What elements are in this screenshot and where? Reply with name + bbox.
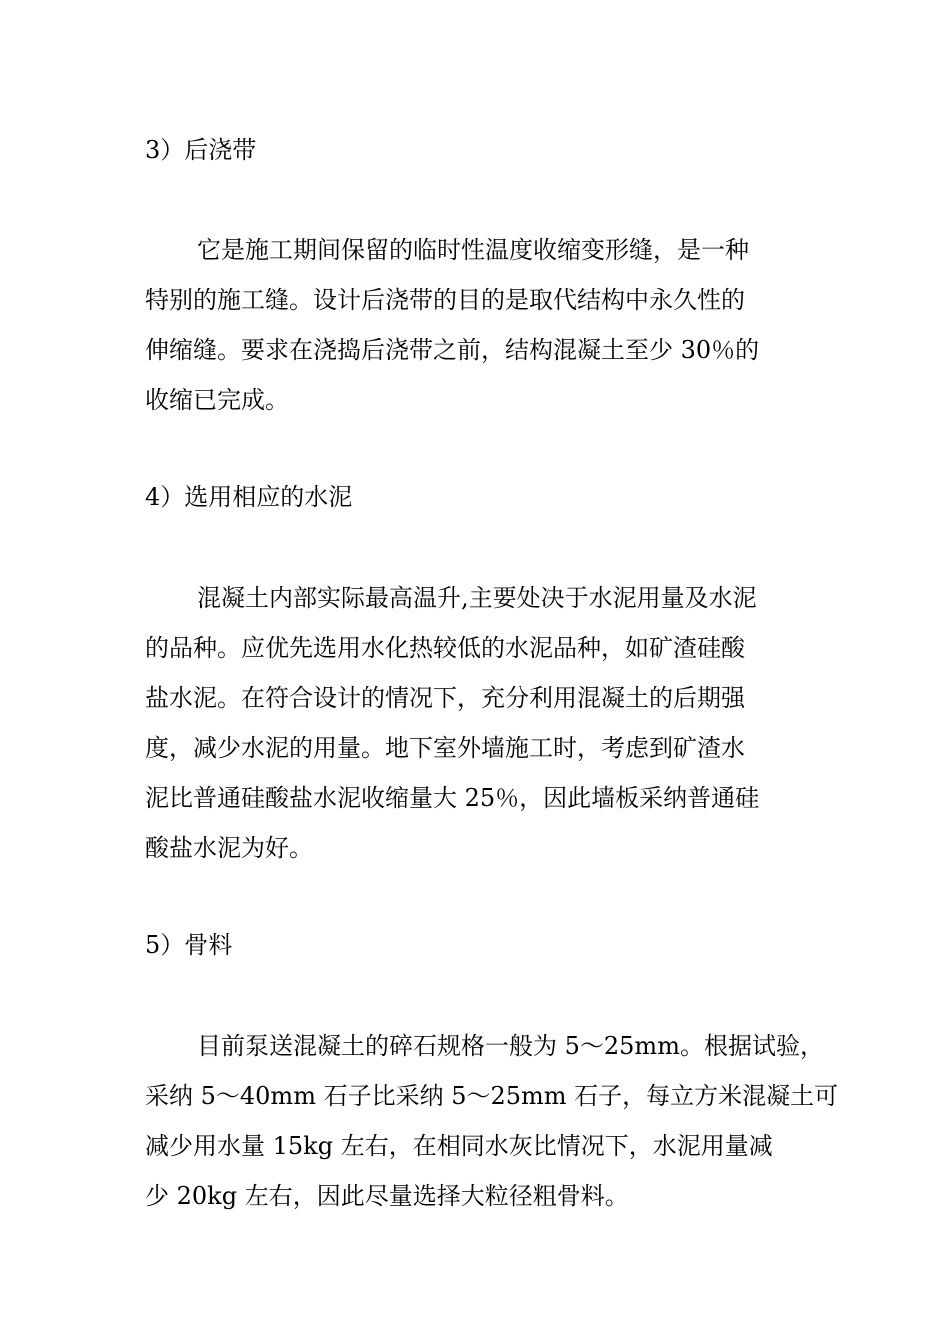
paragraph-line: 混凝土内部实际最高温升,主要处决于水泥用量及水泥 bbox=[197, 584, 757, 612]
paragraph-line: 减少用水量 15kg 左右，在相同水灰比情况下，水泥用量减 bbox=[145, 1132, 773, 1160]
paragraph-line: 酸盐水泥为好。 bbox=[145, 834, 313, 862]
paragraph-post-pour-strip bbox=[145, 225, 805, 425]
paragraph-cement bbox=[145, 573, 805, 873]
section-heading-post-pour-strip: 3）后浇带 bbox=[145, 136, 257, 164]
paragraph-line: 盐水泥。在符合设计的情况下，充分利用混凝土的后期强 bbox=[145, 684, 745, 712]
paragraph-line: 采纳 5～40mm 石子比采纳 5～25mm 石子，每立方米混凝土可 bbox=[145, 1082, 839, 1110]
paragraph-line: 泥比普通硅酸盐水泥收缩量大 25％，因此墙板采纳普通硅 bbox=[145, 784, 760, 812]
paragraph-aggregate bbox=[145, 1021, 839, 1221]
section-heading-cement: 4）选用相应的水泥 bbox=[145, 483, 353, 511]
paragraph-line: 目前泵送混凝土的碎石规格一般为 5～25mm。根据试验， bbox=[197, 1032, 824, 1060]
paragraph-line: 的品种。应优先选用水化热较低的水泥品种，如矿渣硅酸 bbox=[145, 634, 745, 662]
paragraph-line: 特别的施工缝。设计后浇带的目的是取代结构中永久性的 bbox=[145, 286, 745, 314]
paragraph-line: 伸缩缝。要求在浇捣后浇带之前，结构混凝土至少 30％的 bbox=[145, 336, 760, 364]
paragraph-line: 它是施工期间保留的临时性温度收缩变形缝，是一种 bbox=[197, 236, 749, 264]
paragraph-line: 收缩已完成。 bbox=[145, 386, 289, 414]
paragraph-line: 少 20kg 左右，因此尽量选择大粒径粗骨料。 bbox=[145, 1182, 629, 1210]
paragraph-line: 度，减少水泥的用量。地下室外墙施工时，考虑到矿渣水 bbox=[145, 734, 745, 762]
section-heading-aggregate: 5）骨料 bbox=[145, 931, 233, 959]
